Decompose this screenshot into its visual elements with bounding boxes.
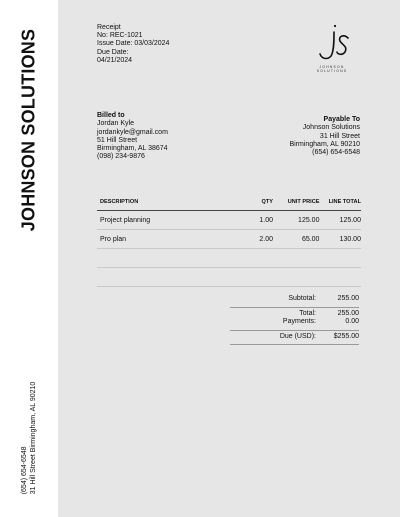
receipt-meta: [97, 24, 169, 65]
cell-qty: 1.00: [259, 216, 273, 224]
due-date-value: 04/21/2024: [97, 56, 133, 64]
table-header: [97, 194, 361, 211]
company-contact-vertical: [20, 382, 38, 495]
col-line-total: LINE TOTAL: [328, 199, 361, 205]
line-items-table: [97, 194, 361, 287]
payable-to-street: 31 Hill Street: [319, 132, 360, 140]
issue-date: Issue Date: 03/03/2024: [97, 40, 170, 48]
subtotal-label: Subtotal:: [288, 295, 316, 302]
company-address: 31 Hill Street Birmingham, AL 90210: [30, 381, 37, 495]
cell-qty: 2.00: [259, 235, 273, 243]
total-label: Total:: [299, 309, 316, 317]
table-row-empty: [97, 268, 361, 287]
billed-to-heading: Billed to: [97, 112, 125, 119]
payable-to-name: Johnson Solutions: [302, 124, 360, 132]
total-block: [230, 308, 359, 331]
col-qty: QTY: [261, 199, 273, 205]
billed-to-email: jordankyle@gmail.com: [97, 128, 168, 136]
table-row-empty: [97, 249, 361, 268]
due-value: $255.00: [333, 332, 359, 340]
cell-description: Project planning: [100, 216, 151, 224]
table-row: [97, 230, 361, 249]
col-description: DESCRIPTION: [100, 199, 139, 205]
payable-to-city: Birmingham, AL 90210: [289, 140, 360, 148]
payable-to-block: [289, 116, 360, 157]
payments-label: Payments:: [282, 318, 316, 325]
totals-block: [230, 293, 359, 345]
due-label: Due (USD):: [279, 332, 316, 340]
receipt-number: No: REC-1021: [97, 32, 143, 40]
payments-value: 0.00: [345, 318, 359, 325]
payable-to-heading: Payable To: [323, 116, 360, 123]
due-date-label: Due Date:: [97, 48, 129, 56]
cell-line-total: 125.00: [339, 216, 361, 224]
billed-to-street: 51 Hill Street: [97, 136, 138, 144]
subtotal-block: [230, 293, 359, 308]
receipt-body: [58, 0, 400, 517]
col-unit-price: UNIT PRICE: [287, 199, 320, 205]
company-phone: (654) 654-6548: [21, 446, 28, 495]
cell-line-total: 130.00: [339, 235, 361, 243]
sidebar: [0, 0, 58, 517]
subtotal-value: 255.00: [337, 295, 359, 302]
billed-to-name: Jordan Kyle: [97, 120, 134, 128]
billed-to-city: Birmingham, AL 38674: [97, 145, 168, 153]
billed-to-block: [97, 112, 168, 162]
company-name-vertical: JOHNSON SOLUTIONS: [18, 28, 39, 232]
billed-to-phone: (098) 234-9876: [97, 153, 145, 161]
cell-unit-price: 125.00: [298, 216, 320, 224]
receipt-title: Receipt: [97, 24, 121, 31]
payable-to-phone: (654) 654-6548: [312, 149, 360, 157]
cell-unit-price: 65.00: [301, 235, 320, 243]
logo-caption: JOHNSON SOLUTIONS: [316, 65, 348, 73]
total-value: 255.00: [337, 309, 359, 317]
company-logo: [304, 22, 360, 73]
table-row: [97, 211, 361, 230]
cell-description: Pro plan: [100, 235, 127, 243]
js-monogram-icon: [312, 22, 352, 62]
amount-due-block: [230, 331, 359, 346]
